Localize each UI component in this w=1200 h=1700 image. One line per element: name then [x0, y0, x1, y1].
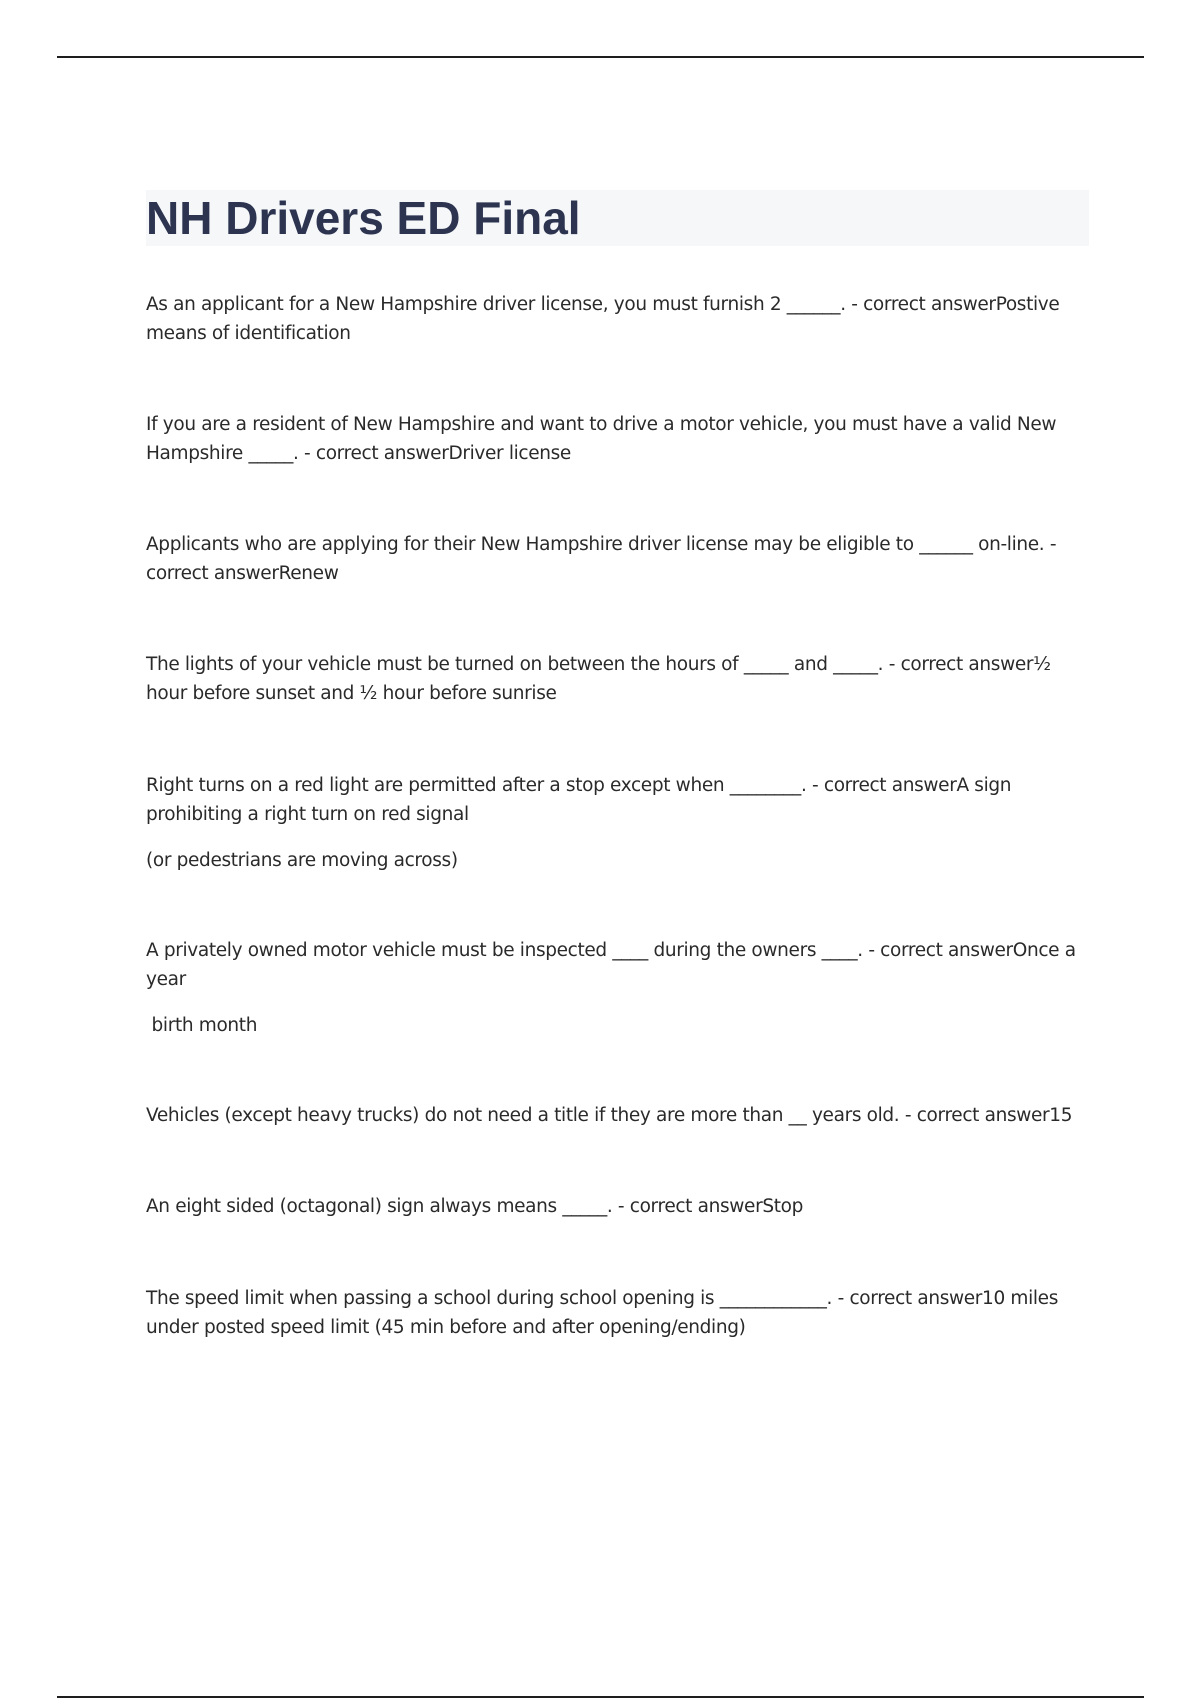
qa-text: Right turns on a red light are permitted after a stop except when ________. - correct answerA sign prohibiting a right turn on red signal: [146, 775, 1012, 825]
qa-item-9: [146, 1284, 1091, 1342]
qa-item-8: [146, 1192, 1091, 1221]
qa-item-6: [146, 936, 1091, 1040]
qa-text: A privately owned motor vehicle must be inspected ____ during the owners ____. - correct answerOnce a year: [146, 940, 1076, 990]
qa-text: If you are a resident of New Hampshire and want to drive a motor vehicle, you must have a valid New Hampshire _____. - correct answerDriver license: [146, 414, 1057, 464]
qa-text: An eight sided (octagonal) sign always means _____. - correct answerStop: [146, 1196, 803, 1217]
bottom-rule: [57, 1696, 1144, 1698]
document-title: NH Drivers ED Final: [146, 192, 581, 244]
qa-text: The speed limit when passing a school during school opening is ____________. - correct answer10 miles under posted speed limit (45 min before and after opening/ending): [146, 1288, 1058, 1338]
qa-item-5: [146, 771, 1091, 875]
qa-text: As an applicant for a New Hampshire driver license, you must furnish 2 ______. - correct answerPostive means of identification: [146, 294, 1060, 344]
qa-extra-text: (or pedestrians are moving across): [146, 850, 458, 871]
qa-item-1: [146, 290, 1091, 348]
qa-item-2: [146, 410, 1091, 468]
qa-text: Applicants who are applying for their New Hampshire driver license may be eligible to ______ on-line. - correct answerRenew: [146, 534, 1057, 584]
top-rule: [57, 56, 1144, 58]
qa-item-3: [146, 530, 1091, 588]
qa-item-7: [146, 1101, 1091, 1130]
qa-text: The lights of your vehicle must be turned on between the hours of _____ and _____. - correct answer½ hour before sunset and ½ hour before sunrise: [146, 654, 1051, 704]
qa-item-4: [146, 650, 1091, 708]
qa-extra-text: birth month: [146, 1015, 258, 1036]
qa-text: Vehicles (except heavy trucks) do not need a title if they are more than __ years old. - correct answer15: [146, 1105, 1073, 1126]
